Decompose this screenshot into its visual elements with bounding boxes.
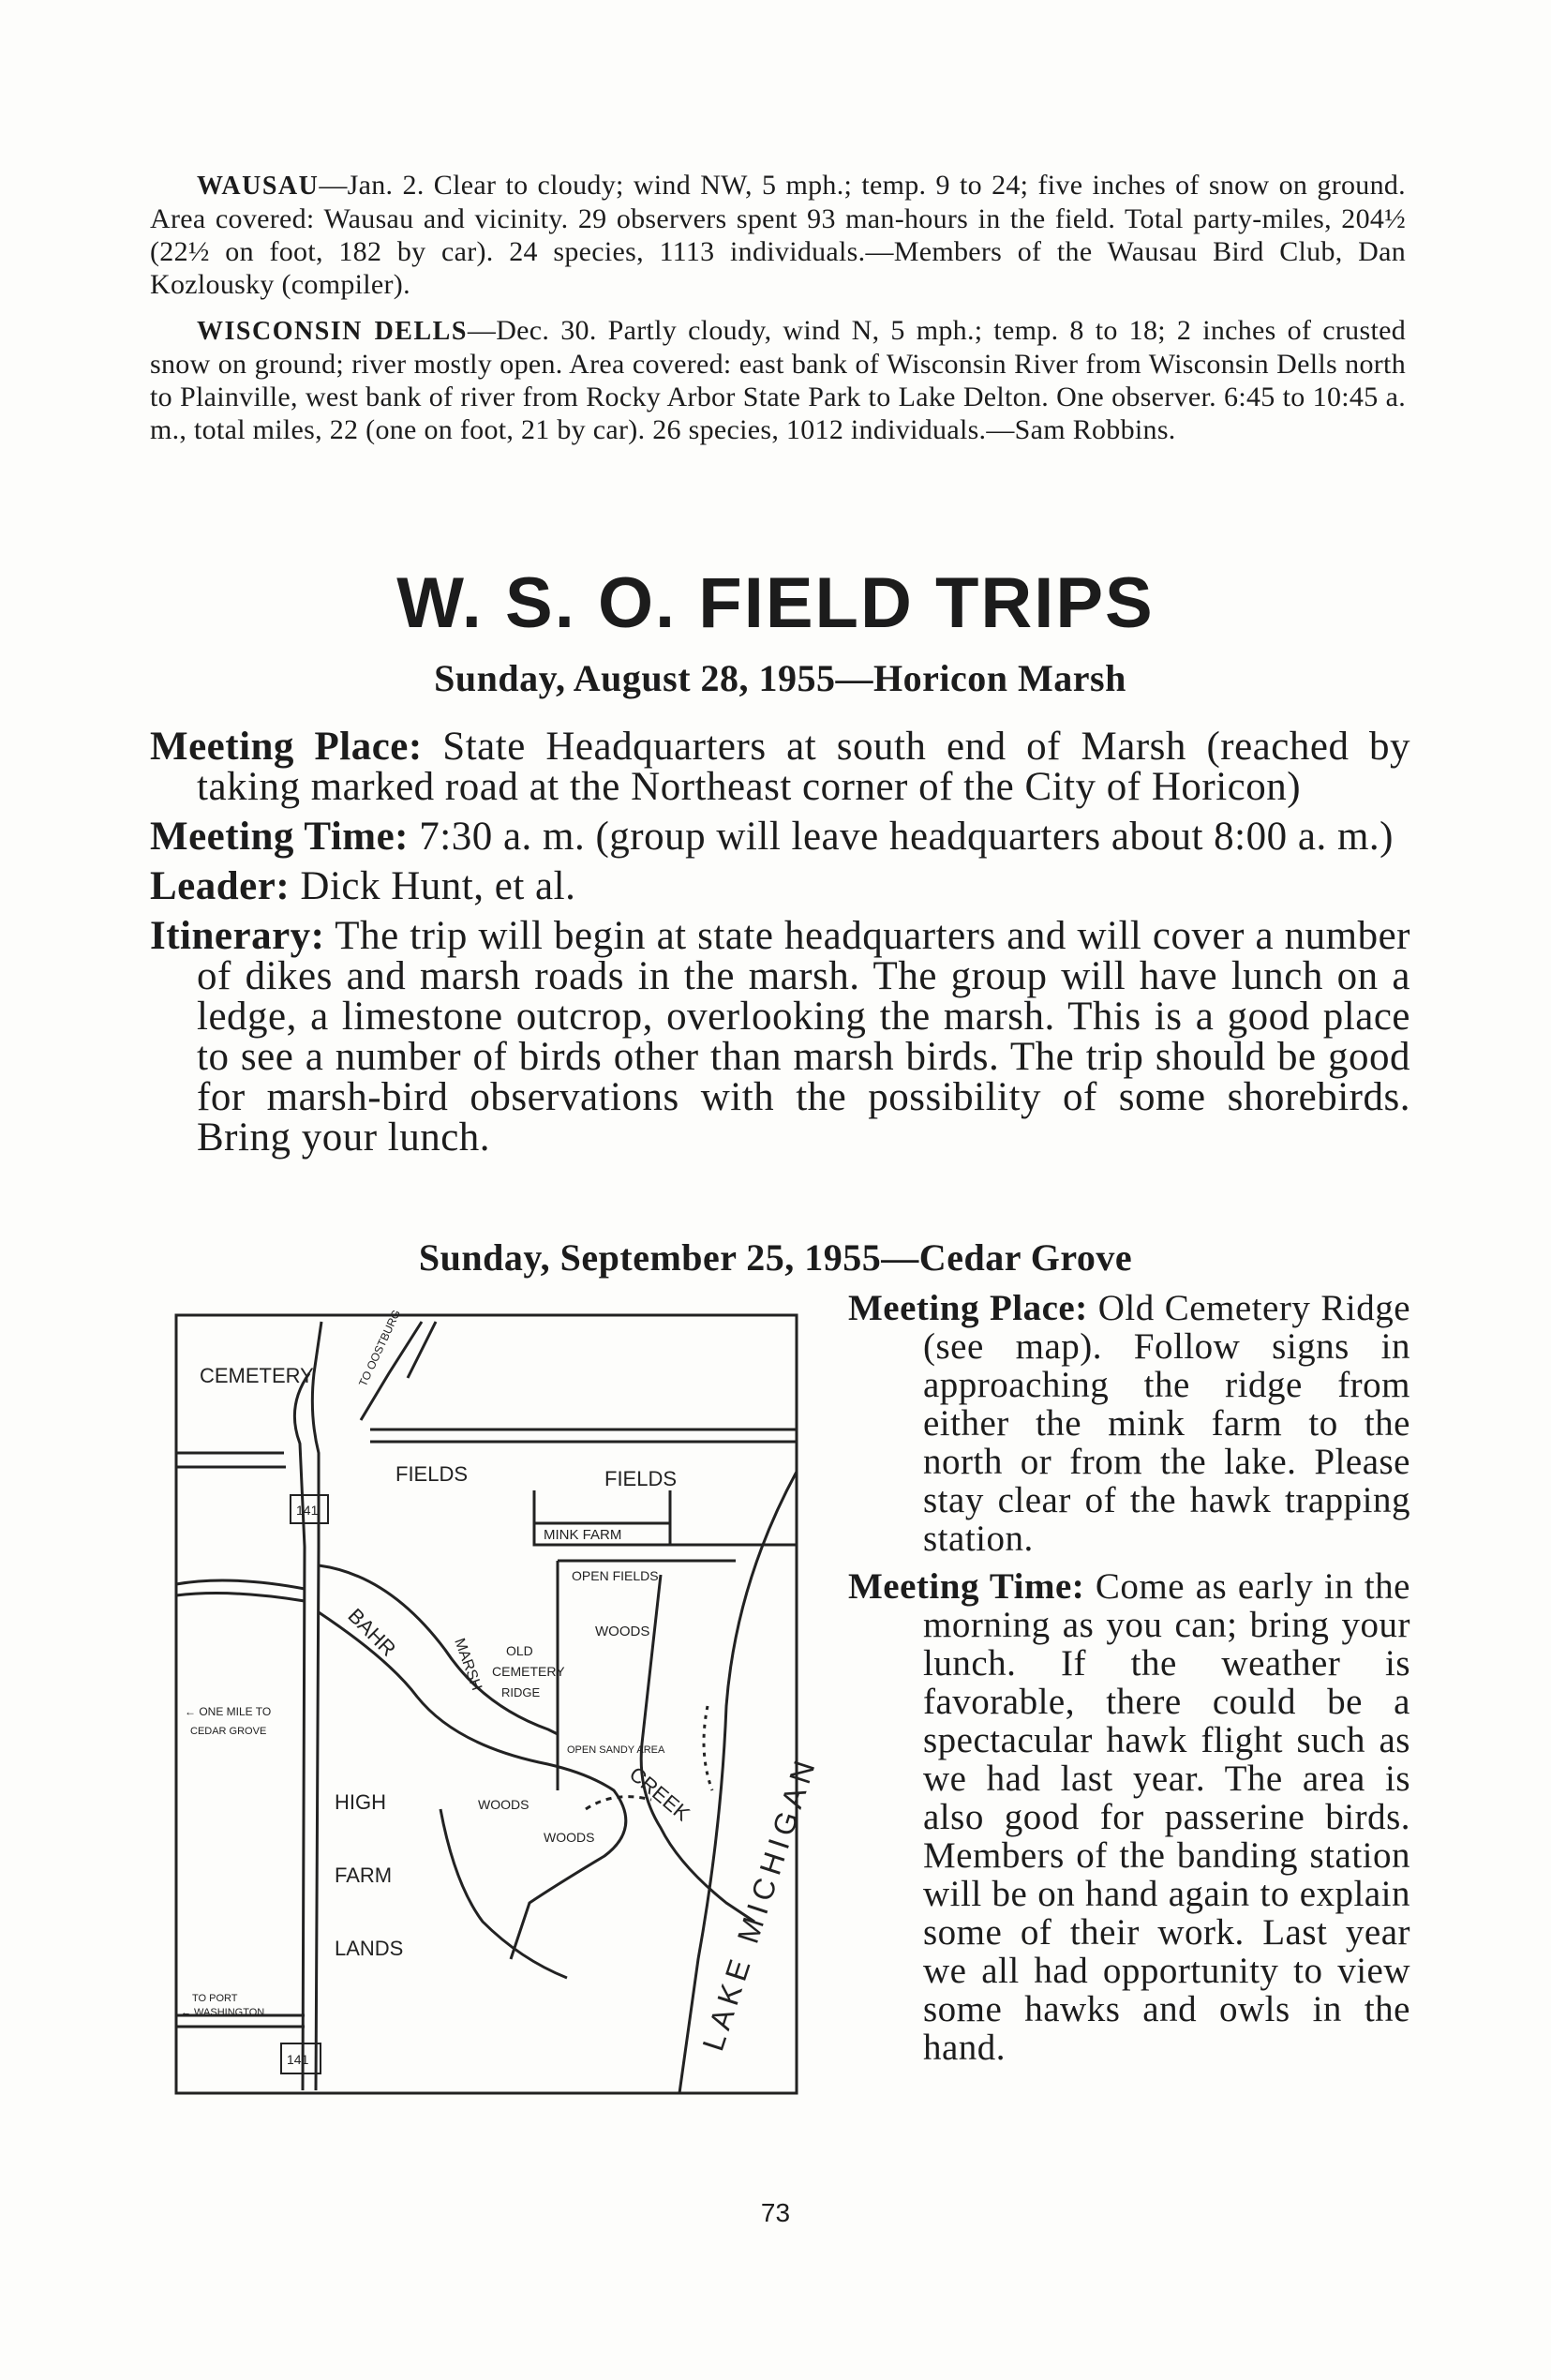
trip1-meeting-place: Meeting Place: State Headquarters at south end of Marsh (reached by taking marked road at the Northeast corner of the City of Horicon): [150, 725, 1411, 809]
map-label-bahr: BAHR: [343, 1603, 401, 1661]
map-label-lake-michigan: LAKE MICHIGAN: [695, 1751, 824, 2056]
report-wisconsin-dells: WISCONSIN DELLS—Dec. 30. Partly cloudy, wind N, 5 mph.; temp. 8 to 18; 2 inches of crusted snow on ground; river mostly open. Area covered: east bank of Wisconsin River from Wisconsin Dells north to Plainville, west bank of river from Rocky Arbor State Park to Lake Delton. One observer. 6:45 to 10:45 a. m., total miles, 22 (one on foot, 21 by car). 26 species, 1012 individuals.—Sam Robbins.: [150, 315, 1406, 445]
map-label-fields-1: FIELDS: [395, 1462, 469, 1486]
trip2-heading: Sunday, September 25, 1955—Cedar Grove: [418, 1236, 1133, 1279]
map-label-woods-1: WOODS: [595, 1624, 650, 1639]
map-label-cemetery: CEMETERY: [200, 1364, 314, 1387]
map-label-open-fields: OPEN FIELDS: [572, 1568, 659, 1583]
oostburg-road-edge: [408, 1322, 436, 1378]
map-label-one-mile-to: ← ONE MILE TO: [185, 1705, 272, 1718]
highway-141-road-edge: [312, 1322, 321, 2090]
map-label-farm: FARM: [335, 1864, 393, 1887]
cedar-grove-road: [176, 1580, 305, 1589]
map-label-mink-farm: MINK FARM: [544, 1527, 622, 1543]
map-label-to-oostburg: TO OOSTBURG: [356, 1308, 404, 1389]
cedar-grove-map: [173, 1303, 824, 2104]
map-label-ridge: RIDGE: [501, 1685, 541, 1699]
trip-cedar-grove: [848, 1289, 1410, 2076]
map-label-open-sandy-area: OPEN SANDY AREA: [567, 1744, 665, 1756]
trip2-meeting-place: Meeting Place: Old Cemetery Ridge (see map). Follow signs in approaching the ridge from either the mink farm to the north or from the lake. Please stay clear of the hawk trapping station.: [848, 1288, 1411, 1559]
map-label-route-141-top: 141: [296, 1503, 319, 1518]
map-svg: [173, 1303, 824, 2104]
map-label-to-port: TO PORT: [192, 1993, 238, 2004]
trip1-heading: Sunday, August 28, 1955—Horicon Marsh: [434, 657, 1126, 699]
map-label-old: OLD: [506, 1643, 533, 1658]
trip1-meeting-time: Meeting Time: 7:30 a. m. (group will leave headquarters about 8:00 a. m.): [150, 815, 1394, 859]
map-label-washington: ← WASHINGTON: [181, 2007, 265, 2018]
map-label-woods-3: WOODS: [544, 1830, 595, 1845]
map-label-high: HIGH: [335, 1790, 386, 1814]
trip1-leader: Leader: Dick Hunt, et al.: [150, 864, 576, 908]
map-label-fields-2: FIELDS: [604, 1467, 678, 1490]
trip-horicon: [150, 656, 1410, 1167]
section-title: W. S. O. FIELD TRIPS: [396, 563, 1155, 643]
christmas-count-reports: [150, 169, 1406, 459]
trip1-itinerary: Itinerary: The trip will begin at state headquarters and will cover a number of dikes and marsh roads in the marsh. The group will have lunch on a ledge, a limestone outcrop, overlooking the marsh. This is a good place to see a number of birds other than marsh birds. The trip should be good for marsh-bird observations with the possibility of some shorebirds. Bring your lunch.: [150, 914, 1410, 1160]
map-label-route-141-bottom: 141: [287, 2052, 309, 2067]
trip2-meeting-time: Meeting Time: Come as early in the morning as you can; bring your lunch. If the weather is favorable, there could be a spectacular hawk flight such as we had last year. The area is also good for passerine birds. Members of the banding station will be on hand again to explain some of their work. Last year we all had opportunity to view some hawks and owls in the hand.: [848, 1566, 1410, 2068]
map-frame: [176, 1315, 797, 2093]
map-label-woods-2: WOODS: [478, 1797, 529, 1812]
map-label-lands: LANDS: [335, 1937, 404, 1960]
map-label-cedar-grove: CEDAR GROVE: [190, 1726, 267, 1737]
report-wausau: WAUSAU—Jan. 2. Clear to cloudy; wind NW, 5 mph.; temp. 9 to 24; five inches of snow on ground. Area covered: Wausau and vicinity. 29 observers spent 93 man-hours in the field. Total party-miles, 204½ (22½ on foot, 182 by car). 24 species, 1113 individuals.—Members of the Wausau Bird Club, Dan Kozlousky (compiler).: [150, 170, 1406, 300]
highway-141-road: [294, 1373, 309, 2090]
map-label-creek: CREEK: [624, 1761, 694, 1826]
map-label-marsh: MARSH: [451, 1636, 485, 1693]
page-number: 73: [760, 2198, 791, 2227]
map-label-cemetery-2: CEMETERY: [492, 1664, 565, 1679]
